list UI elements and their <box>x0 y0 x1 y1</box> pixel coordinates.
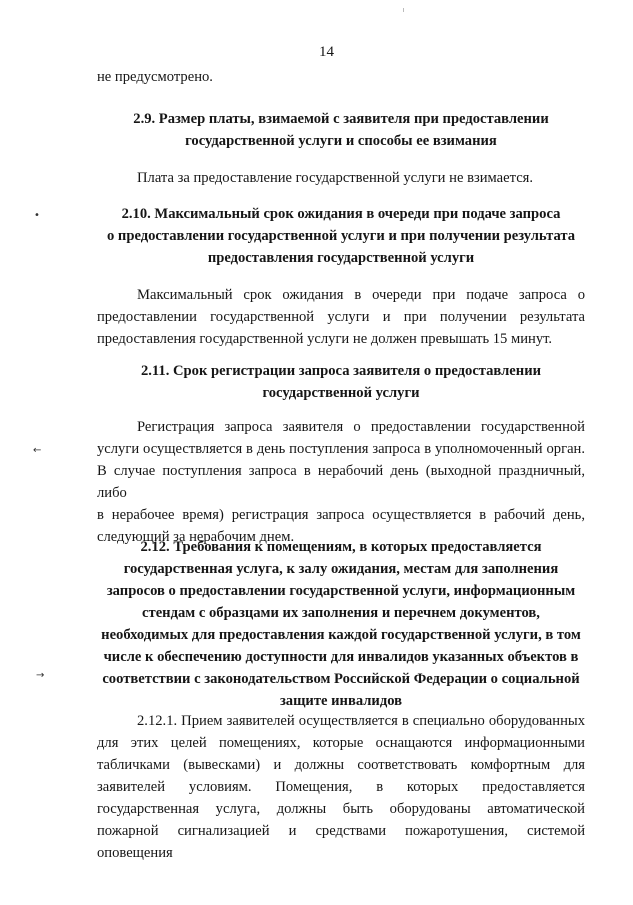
section-body-2-10 <box>97 284 585 350</box>
body-line: Регистрация запроса заявителя о предоставлении государственной <box>137 419 585 435</box>
heading-line: 2.12. Требования к помещениям, в которых предоставляется <box>140 539 542 555</box>
margin-arrow-mark: ← <box>33 445 42 456</box>
section-heading-2-10 <box>97 203 585 269</box>
heading-line: 2.11. Срок регистрации запроса заявителя о предоставлении <box>140 363 542 379</box>
section-heading-2-9 <box>97 108 585 152</box>
page-number: 14 <box>319 44 334 60</box>
body-line: табличками (вывесками) и должны соответствовать комфортным для <box>97 757 585 773</box>
heading-line: стендам с образцами их заполнения и перечнем документов, <box>142 605 540 621</box>
body-line: для этих целей помещениях, которые оснащаются информационными <box>97 735 585 751</box>
heading-line: запросов о предоставлении государственной услуги, информационным <box>106 583 576 599</box>
heading-line: государственной услуги и способы ее взимания <box>185 133 497 149</box>
body-line: Максимальный срок ожидания в очереди при подаче запроса о <box>137 287 585 303</box>
section-body-2-9: Плата за предоставление государственной услуги не взимается. <box>137 170 534 186</box>
body-line: услуги осуществляется в день поступления запроса в уполномоченный орган. <box>97 441 585 457</box>
section-heading-2-12 <box>97 536 585 712</box>
continuation-text: не предусмотрено. <box>97 69 213 85</box>
section-heading-2-11 <box>97 360 585 404</box>
body-line: государственная услуга, должны быть оборудованы автоматической <box>97 801 585 817</box>
heading-line: предоставления государственной услуги <box>207 250 475 266</box>
body-line: В случае поступления запроса в нерабочий день (выходной праздничный, либо <box>97 463 585 501</box>
margin-dot-mark: • <box>34 210 40 221</box>
heading-line: защите инвалидов <box>279 693 403 709</box>
body-line: предоставления государственной услуги не должен превышать 15 минут. <box>97 331 553 347</box>
heading-line: необходимых для предоставления каждой государственной услуги, в том <box>101 627 581 643</box>
body-line: предоставлении государственной услуги и при получении результата <box>97 309 585 325</box>
body-line: в нерабочее время) регистрация запроса осуществляется в рабочий день, <box>97 507 585 523</box>
section-body-2-11 <box>97 416 585 548</box>
heading-line: государственная услуга, к залу ожидания, местам для заполнения <box>123 561 559 577</box>
heading-line: 2.10. Максимальный срок ожидания в очереди при подаче запроса <box>121 206 561 222</box>
section-body-2-12 <box>97 710 585 864</box>
body-line: следующий за нерабочим днем. <box>97 529 295 545</box>
heading-line: о предоставлении государственной услуги и при получении результата <box>106 228 576 244</box>
body-line: 2.12.1. Прием заявителей осуществляется в специально оборудованных <box>137 713 585 729</box>
heading-line: соответствии с законодательством Российской Федерации о социальной <box>102 671 580 687</box>
heading-line: 2.9. Размер платы, взимаемой с заявителя при предоставлении <box>133 111 549 127</box>
heading-line: числе к обеспечению доступности для инвалидов указанных объектов в <box>103 649 579 665</box>
scan-mark-top <box>403 8 404 12</box>
body-line: пожарной сигнализацией и средствами пожаротушения, системой оповещения <box>97 823 585 861</box>
heading-line: государственной услуги <box>262 385 420 401</box>
margin-arrow-mark: → <box>36 670 45 681</box>
body-line: заявителей условиям. Помещения, в которых предоставляется <box>97 779 585 795</box>
